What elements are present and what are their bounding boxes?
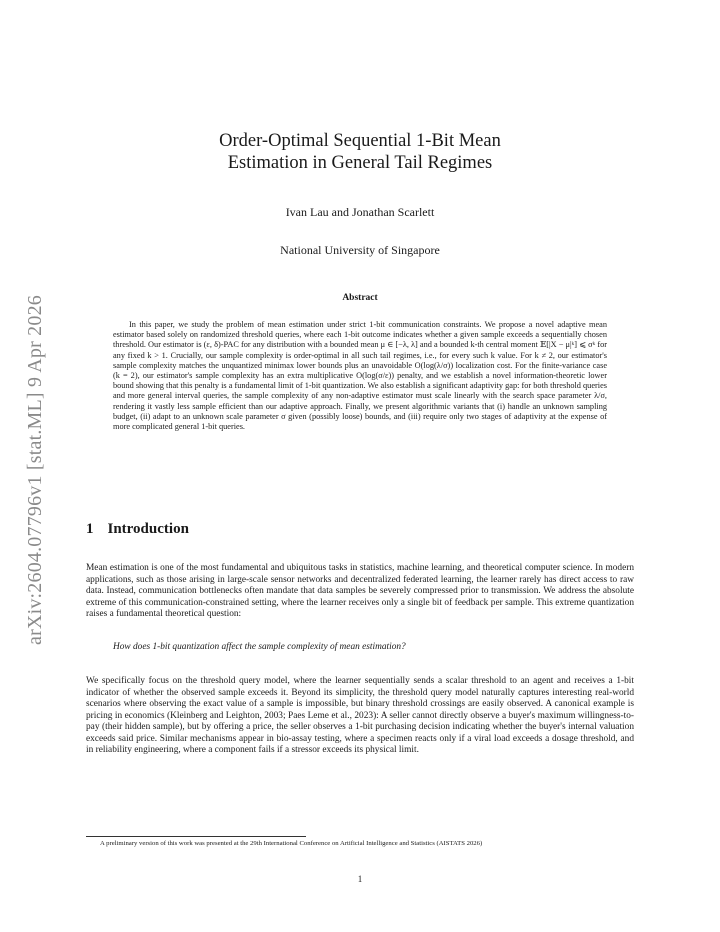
title-line-1: Order-Optimal Sequential 1-Bit Mean — [219, 131, 501, 151]
section-title: Introduction — [107, 521, 189, 537]
section-heading — [86, 521, 189, 538]
section-number: 1 — [86, 521, 94, 537]
paper-title — [0, 130, 720, 174]
intro-paragraph-1: Mean estimation is one of the most fundamental and ubiquitous tasks in statistics, machine learning, and theoretical computer science. In modern applications, such as those arising in large-scale sensor networks and decentralized federated learning, the learner rarely has direct access to raw data. Instead, communication bottlenecks often mandate that data samples be severely compressed prior to transmission. We address the absolute extreme of this communication-constrained setting, where the learner receives only a single bit of feedback per sample. This extreme quantization raises a fundamental theoretical question: — [86, 563, 634, 619]
abstract-body: In this paper, we study the problem of mean estimation under strict 1-bit communication constraints. We propose a novel adaptive mean estimator based solely on randomized threshold queries, where each 1-bit outcome indicates whether a given sample exceeds a sequentially chosen threshold. Our estimator is (ε, δ)-PAC for any distribution with a bounded mean μ ∈ [−λ, λ] and a bounded k-th central moment 𝔼[|X − μ|ᵏ] ⩽ σᵏ for any fixed k > 1. Crucially, our sample complexity is order-optimal in all such tail regimes, i.e., for every such k value. For k ≠ 2, our estimator's sample complexity matches the unquantized minimax lower bounds plus an unavoidable O(log(λ/σ)) localization cost. For the finite-variance case (k = 2), our estimator's sample complexity has an extra multiplicative O(log(σ/ε)) penalty, and we establish a novel information-theoretic lower bound showing that this penalty is a fundamental limit of 1-bit quantization. We also establish a significant adaptivity gap: for both threshold queries and more general interval queries, the sample complexity of any non-adaptive estimator must scale linearly with the search space parameter λ/σ, rendering it vastly less sample efficient than our adaptive approach. Finally, we present algorithmic variants that (i) handle an unknown sampling budget, (ii) adapt to an unknown scale parameter σ given (possibly loose) bounds, and (iii) require only two stages of adaptivity at the expense of more complicated general 1-bit queries. — [113, 320, 607, 432]
abstract-heading: Abstract — [342, 293, 378, 303]
intro-paragraph-2: We specifically focus on the threshold query model, where the learner sequentially sends a scalar threshold to an agent and receives a 1-bit indicator of whether the observed sample exceeds it. Beyond its simplicity, the threshold query model naturally captures interesting real-world scenarios where observing the exact value of a sample is impossible, but binary threshold crossings are easily observed. A canonical example is pricing in economics (Kleinberg and Leighton, 2003; Paes Leme et al., 2023): A seller cannot directly observe a buyer's maximum willingness-to-pay (their hidden sample), but by offering a price, the seller observes a 1-bit purchasing decision indicating whether the buyer's internal valuation exceeds said price. Similar mechanisms appear in bio-assay testing, where a specimen reacts only if a viral load exceeds a dosage threshold, and in reliability engineering, where a component fails if a stressor exceeds its physical limit. — [86, 676, 634, 755]
title-line-2: Estimation in General Tail Regimes — [227, 153, 493, 173]
authors: Ivan Lau and Jonathan Scarlett — [285, 205, 435, 219]
research-question: How does 1-bit quantization affect the sample complexity of mean estimation? — [113, 642, 406, 652]
arxiv-stamp: arXiv:2604.07796v1 [stat.ML] 9 Apr 2026 — [24, 295, 46, 645]
page-number: 1 — [357, 874, 363, 884]
footnote-rule — [86, 836, 306, 837]
footnote: A preliminary version of this work was presented at the 29th International Conference on Artificial Intelligence and Statistics (AISTATS 2026) — [100, 840, 483, 847]
affiliation: National University of Singapore — [280, 243, 440, 257]
